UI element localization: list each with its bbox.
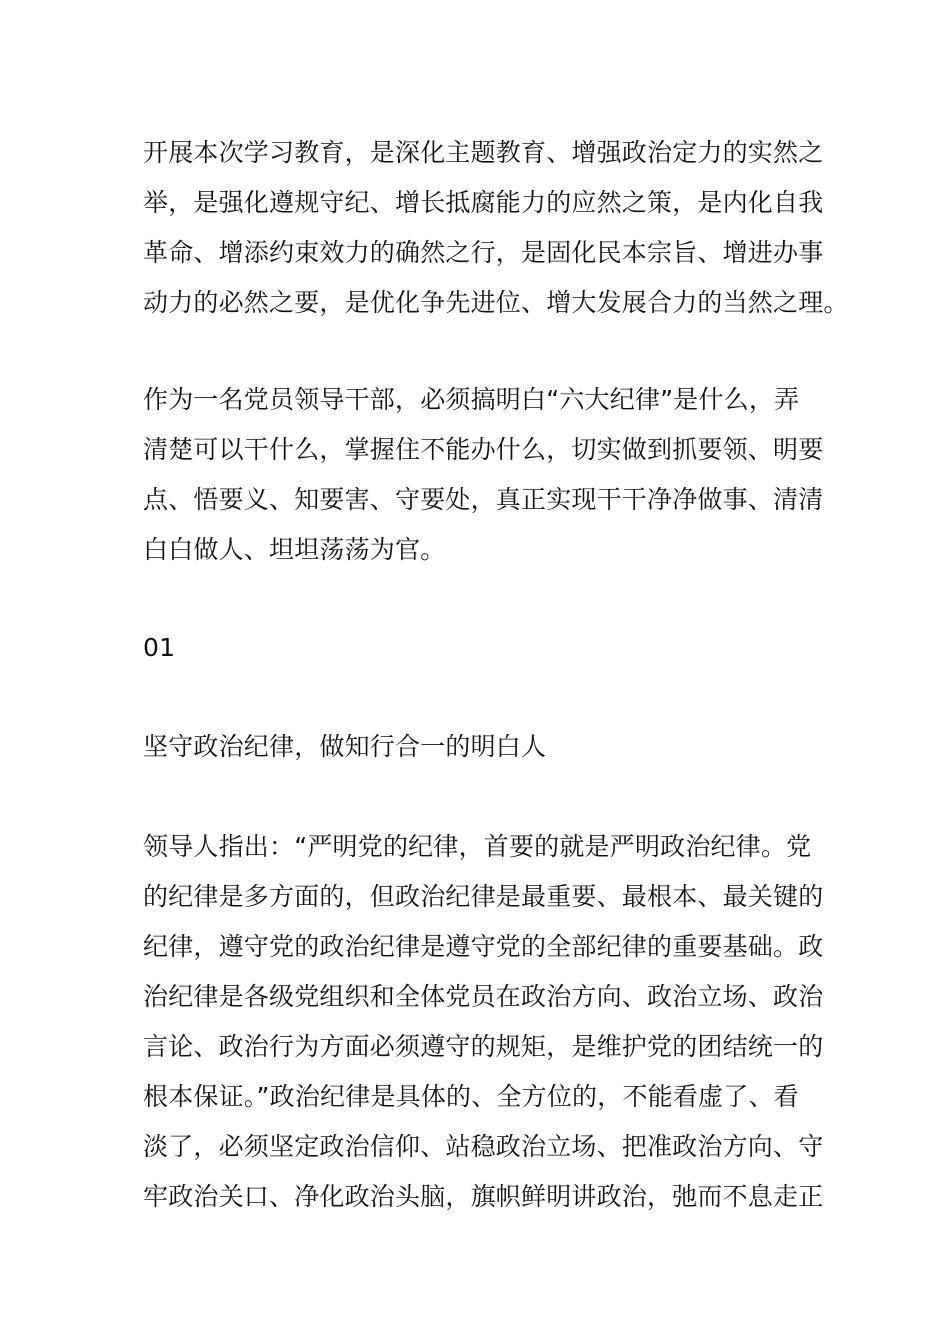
- paragraph-line: 根本保证。”政治纪律是具体的、全方位的，不能看虚了、看: [143, 1082, 799, 1111]
- paragraph-line: 淡了，必须坚定政治信仰、站稳政治立场、把准政治方向、守: [143, 1132, 824, 1161]
- paragraph-line: 点、悟要义、知要害、守要处，真正实现干干净净做事、清清: [143, 485, 824, 514]
- paragraph-line: 开展本次学习教育，是深化主题教育、增强政治定力的实然之: [143, 138, 824, 167]
- paragraph-line: 牢政治关口、净化政治头脑，旗帜鲜明讲政治，弛而不息走正: [143, 1182, 824, 1211]
- paragraph-line: 治纪律是各级党组织和全体党员在政治方向、政治立场、政治: [143, 982, 824, 1011]
- requirements-paragraph: [143, 375, 824, 575]
- paragraph-line: 言论、政治行为方面必须遵守的规矩，是维护党的团结统一的: [143, 1032, 824, 1061]
- intro-paragraph: [143, 128, 849, 328]
- paragraph-line: 的纪律是多方面的，但政治纪律是最重要、最根本、最关键的: [143, 882, 824, 911]
- section-number: [143, 623, 807, 673]
- section-heading-text: 坚守政治纪律，做知行合一的明白人: [143, 732, 547, 761]
- paragraph-line: 动力的必然之要，是优化争先进位、增大发展合力的当然之理。: [143, 288, 849, 317]
- paragraph-line: 纪律，遵守党的政治纪律是遵守党的全部纪律的重要基础。政: [143, 932, 824, 961]
- paragraph-line: 作为一名党员领导干部，必须搞明白“六大纪律”是什么，弄: [143, 385, 800, 414]
- political-discipline-paragraph: [143, 822, 824, 1222]
- section-heading: [143, 722, 807, 772]
- paragraph-line: 举，是强化遵规守纪、增长抵腐能力的应然之策，是内化自我: [143, 188, 824, 217]
- section-number-text: 01: [143, 633, 176, 662]
- paragraph-line: 清楚可以干什么，掌握住不能办什么，切实做到抓要领、明要: [143, 435, 824, 464]
- paragraph-line: 革命、增添约束效力的确然之行，是固化民本宗旨、增进办事: [143, 238, 824, 267]
- paragraph-line: 领导人指出：“严明党的纪律，首要的就是严明政治纪律。党: [143, 832, 812, 861]
- paragraph-line: 白白做人、坦坦荡荡为官。: [143, 535, 446, 564]
